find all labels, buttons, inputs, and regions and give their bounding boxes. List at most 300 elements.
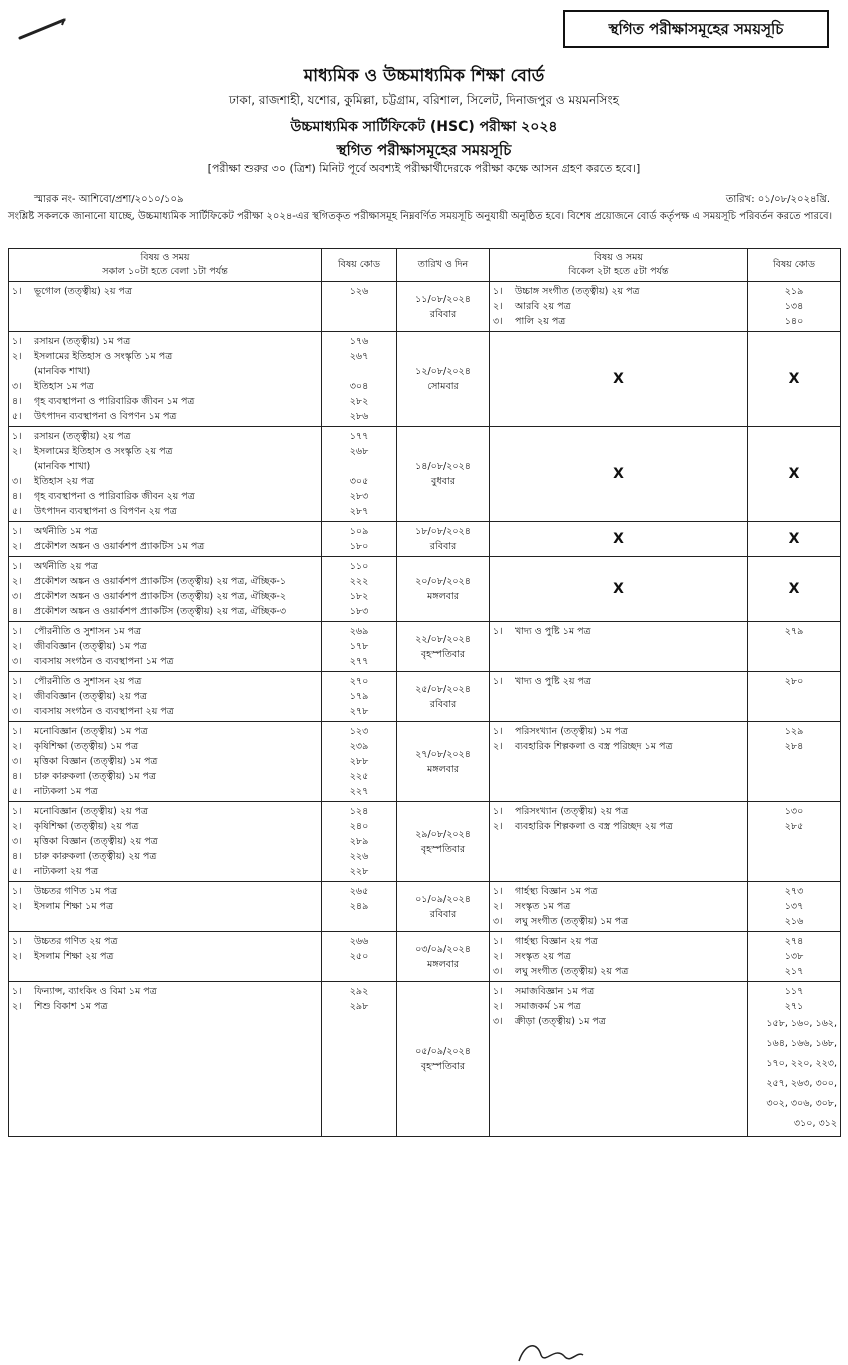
afternoon-codes-cell: X: [748, 557, 841, 622]
exam-day: বুধবার: [431, 476, 455, 487]
table-row: [9, 622, 841, 672]
subject-code: ২৮৩: [349, 491, 369, 502]
subject-name: নাট্যকলা ১ম পত্র: [34, 786, 98, 797]
subject-code: ১২৬: [349, 286, 369, 297]
subject-name: গৃহ ব্যবস্থাপনা ও পারিবারিক জীবন ২য় পত্র: [34, 491, 195, 502]
table-row: [9, 557, 841, 622]
date-day-cell: [397, 522, 490, 557]
table-header-row: [9, 249, 841, 282]
subject-line: [12, 674, 318, 689]
item-number: ২।: [12, 741, 22, 752]
afternoon-subjects-cell: X: [490, 427, 748, 522]
afternoon-codes-cell: [748, 802, 841, 882]
subject-name: রসায়ন (তত্ত্বীয়) ১ম পত্র: [34, 336, 131, 347]
subject-line: [12, 784, 318, 799]
afternoon-codes-cell: [748, 982, 841, 1137]
subject-code: ১৫৮, ১৬০, ১৬২, ১৬৪, ১৬৬, ১৬৮, ১৭০, ২২০, ২২৩, ২৫৭, ২৬৩, ৩০০, ৩০২, ৩০৬, ৩০৮, ৩১০, ৩১২: [766, 1018, 837, 1129]
subject-code: ২৬৮: [349, 446, 369, 457]
subject-name: (মানবিক শাখা): [34, 366, 91, 377]
item-number: ২।: [12, 951, 22, 962]
afternoon-subjects-cell: X: [490, 557, 748, 622]
schedule-table: [8, 248, 841, 1137]
exam-date: ১৪/০৮/২০২৪: [415, 461, 471, 472]
subject-line: [493, 314, 744, 329]
afternoon-codes-cell: X: [748, 522, 841, 557]
notice-text: সংশ্লিষ্ট সকলকে জানানো যাচ্ছে, উচ্চমাধ্যমিক সার্টিফিকেট পরীক্ষা ২০২৪-এর স্থগিতকৃত পরীক্ষাসমূহ নিম্নবর্ণিত সময়সূচি অনুযায়ী অনুষ্ঠিত হবে। বিশেষ প্রয়োজনে বোর্ড কর্তৃপক্ষ এ সময়সূচি পরিবর্তন করতে পারবে।: [8, 211, 833, 222]
subject-line: [493, 284, 744, 299]
table-row: [9, 427, 841, 522]
item-number: ৩।: [493, 966, 503, 977]
subject-code: ১২৯: [784, 726, 804, 737]
subject-code: ২১৯: [784, 286, 804, 297]
morning-subjects-cell: [9, 932, 322, 982]
morning-codes-cell: [322, 932, 397, 982]
date-day-cell: [397, 982, 490, 1137]
afternoon-subjects-cell: [490, 982, 748, 1137]
subject-line: [12, 999, 318, 1014]
subject-name: খাদ্য ও পুষ্টি ১ম পত্র: [515, 626, 591, 637]
subject-name: পালি ২য় পত্র: [515, 316, 566, 327]
morning-subjects-cell: [9, 557, 322, 622]
subject-code: ২৪০: [349, 821, 369, 832]
item-number: ৩।: [12, 756, 22, 767]
item-number: ৩।: [493, 916, 503, 927]
subject-line: [493, 819, 744, 834]
date-day-cell: [397, 557, 490, 622]
item-number: ২।: [12, 901, 22, 912]
item-number: ১।: [12, 726, 22, 737]
morning-subjects-cell: [9, 282, 322, 332]
afternoon-time-label: বিকেল ২টা হতে ৫টা পর্যন্ত: [568, 266, 669, 277]
subject-name: উচ্চতর গণিত ১ম পত্র: [34, 886, 118, 897]
subject-line: [493, 999, 744, 1014]
subject-line: [493, 624, 744, 639]
afternoon-codes-cell: [748, 722, 841, 802]
subject-name: জীববিজ্ঞান (তত্ত্বীয়) ১ম পত্র: [34, 641, 147, 652]
date-day-cell: [397, 332, 490, 427]
table-row: [9, 282, 841, 332]
subject-code: ১৪০: [784, 316, 804, 327]
subject-line: [12, 819, 318, 834]
subject-name: লঘু সংগীত (তত্ত্বীয়) ২য় পত্র: [515, 966, 629, 977]
memo-number: স্মারক নং- আশিবো/প্রশা/২০১০/১০৯: [34, 194, 184, 205]
subject-code: ২৬৫: [349, 886, 369, 897]
subject-code: ১২৩: [349, 726, 369, 737]
item-number: ২।: [12, 541, 22, 552]
exam-date: ০৫/০৯/২০২৪: [415, 1046, 471, 1057]
subject-line: [12, 754, 318, 769]
subject-line: [493, 964, 744, 979]
subject-name: খাদ্য ও পুষ্টি ২য় পত্র: [515, 676, 591, 687]
subject-code: ৩০৪: [349, 381, 369, 392]
subject-line: [12, 559, 318, 574]
item-number: [12, 364, 34, 379]
subject-name: গৃহ ব্যবস্থাপনা ও পারিবারিক জীবন ১ম পত্র: [34, 396, 195, 407]
morning-subjects-cell: [9, 332, 322, 427]
item-number: ১।: [493, 886, 503, 897]
subject-line: [12, 459, 318, 474]
morning-subjects-cell: [9, 722, 322, 802]
item-number: ২।: [493, 901, 503, 912]
item-number: ২।: [12, 446, 22, 457]
subject-line: [12, 394, 318, 409]
subject-line: [493, 899, 744, 914]
subject-code: ২৯৮: [349, 1001, 369, 1012]
item-number: ১।: [12, 806, 22, 817]
item-number: ১।: [493, 676, 503, 687]
date-day-cell: [397, 802, 490, 882]
afternoon-subjects-cell: [490, 672, 748, 722]
afternoon-codes-cell: [748, 932, 841, 982]
item-number: ৩।: [493, 1016, 503, 1027]
subject-code: ১৮০: [349, 541, 369, 552]
board-cities: ঢাকা, রাজশাহী, যশোর, কুমিল্লা, চট্টগ্রাম, বরিশাল, সিলেট, দিনাজপুর ও ময়মনসিংহ: [229, 93, 619, 107]
subject-line: [12, 429, 318, 444]
subject-line: [12, 984, 318, 999]
subject-code: [325, 364, 393, 379]
subject-name: উৎপাদন ব্যবস্থাপনা ও বিপণন ১ম পত্র: [34, 411, 177, 422]
afternoon-codes-cell: [748, 672, 841, 722]
table-row: [9, 522, 841, 557]
subject-name: ইতিহাস ২য় পত্র: [34, 476, 95, 487]
date-day-cell: [397, 427, 490, 522]
issue-date: তারিখ: ০১/০৮/২০২৪খ্রি.: [725, 194, 830, 205]
item-number: ১।: [12, 626, 22, 637]
item-number: [12, 459, 34, 474]
subject-name: ইসলামের ইতিহাস ও সংস্কৃতি ২য় পত্র: [34, 446, 173, 457]
pen-mark-icon: [18, 18, 66, 40]
afternoon-subjects-cell: X: [490, 332, 748, 427]
subject-code: ১১৭: [784, 986, 804, 997]
subject-code: ২২৫: [349, 771, 369, 782]
subject-name: অর্থনীতি ২য় পত্র: [34, 561, 98, 572]
table-row: [9, 982, 841, 1137]
subject-name: প্রকৌশল অঙ্কন ও ওয়ার্কশপ প্র্যাকটিস (তত্ত্বীয়) ২য় পত্র, ঐচ্ছিক-১: [34, 576, 286, 587]
exam-date: ১৮/০৮/২০২৪: [415, 526, 471, 537]
item-number: ৩।: [12, 656, 22, 667]
afternoon-codes-cell: [748, 622, 841, 672]
morning-subjects-cell: [9, 882, 322, 932]
exam-day: বৃহস্পতিবার: [420, 648, 466, 660]
subject-line: [12, 504, 318, 519]
subject-line: [493, 914, 744, 929]
afternoon-subjects-cell: [490, 802, 748, 882]
subject-code: ২৬৭: [349, 351, 369, 362]
subject-code: ১০৯: [349, 526, 369, 537]
subject-line: [12, 624, 318, 639]
subject-name: রসায়ন (তত্ত্বীয়) ২য় পত্র: [34, 431, 131, 442]
afternoon-codes-cell: X: [748, 332, 841, 427]
afternoon-subjects-cell: [490, 932, 748, 982]
afternoon-codes-cell: [748, 282, 841, 332]
morning-codes-cell: [322, 802, 397, 882]
exam-date: ২৯/০৮/২০২৪: [415, 828, 471, 840]
subject-line: [12, 949, 318, 964]
subject-line: [493, 739, 744, 754]
morning-subjects-cell: [9, 802, 322, 882]
subject-name: ইসলাম শিক্ষা ১ম পত্র: [34, 901, 114, 912]
subject-code: ২২২: [349, 576, 369, 587]
subject-code: ২৮০: [784, 676, 804, 687]
subject-name: ব্যবহারিক শিল্পকলা ও বস্ত্র পরিচ্ছদ ২য় পত্র: [515, 821, 673, 832]
subject-line: [12, 934, 318, 949]
subject-line: [12, 804, 318, 819]
exam-day: মঙ্গলবার: [427, 958, 459, 970]
item-number: ২।: [12, 691, 22, 702]
item-number: ২।: [12, 576, 22, 587]
subject-code: ১৮২: [349, 591, 369, 602]
morning-subjects-cell: [9, 672, 322, 722]
morning-codes-cell: [322, 722, 397, 802]
item-number: ৫।: [12, 786, 22, 797]
subject-name: ব্যবসায় সংগঠন ও ব্যবস্থাপনা ২য় পত্র: [34, 706, 174, 717]
subject-line: [12, 364, 318, 379]
date-day-cell: [397, 882, 490, 932]
exam-date: ০১/০৯/২০২৪: [415, 893, 471, 905]
subject-name: পৌরনীতি ও সুশাসন ১ম পত্র: [34, 626, 142, 637]
subject-name: উচ্চাঙ্গ সংগীত (তত্ত্বীয়) ২য় পত্র: [515, 286, 640, 297]
exam-date: ২৫/০৮/২০২৪: [415, 683, 471, 695]
subject-name: ব্যবসায় সংগঠন ও ব্যবস্থাপনা ১ম পত্র: [34, 656, 174, 667]
subject-name: ক্রীড়া (তত্ত্বীয়) ১ম পত্র: [515, 1016, 606, 1027]
morning-time-label: সকাল ১০টা হতে বেলা ১টা পর্যন্ত: [102, 266, 228, 277]
item-number: ১।: [12, 561, 22, 572]
afternoon-subjects-cell: X: [490, 522, 748, 557]
subject-line: [12, 574, 318, 589]
exam-date: ১২/০৮/২০২৪: [415, 366, 471, 377]
subject-code: ৩০৫: [349, 476, 369, 487]
subject-code: ২৭৩: [784, 886, 804, 897]
subject-line: [12, 739, 318, 754]
morning-subject-header: [9, 249, 322, 282]
item-number: ৪।: [12, 851, 22, 862]
subject-code: ২৬৬: [349, 936, 369, 947]
subject-name: পরিসংখ্যান (তত্ত্বীয়) ২য় পত্র: [515, 806, 629, 817]
subject-line: [493, 724, 744, 739]
afternoon-subject-label: বিষয় ও সময়: [593, 252, 644, 263]
subject-code: ১৭৯: [349, 691, 369, 702]
item-number: ৩।: [493, 316, 503, 327]
subject-line: [12, 489, 318, 504]
subject-code: ২৭১: [784, 1001, 804, 1012]
afternoon-subject-header: [490, 249, 748, 282]
item-number: ১।: [12, 886, 22, 897]
exam-name: উচ্চমাধ্যমিক সার্টিফিকেট (HSC) পরীক্ষা ২০২৪: [290, 119, 558, 135]
code2-header: বিষয় কোড: [748, 249, 841, 282]
subject-line: [12, 284, 318, 299]
item-number: ১।: [12, 431, 22, 442]
subject-name: মনোবিজ্ঞান (তত্ত্বীয়) ১ম পত্র: [34, 726, 148, 737]
subject-code: ১৭৬: [349, 336, 369, 347]
subject-line: [12, 349, 318, 364]
subject-name: চারু কারুকলা (তত্ত্বীয়) ১ম পত্র: [34, 771, 157, 782]
subject-line: [12, 899, 318, 914]
afternoon-codes-cell: X: [748, 427, 841, 522]
subject-code: ২২৭: [349, 786, 369, 797]
subject-code: ১৩৮: [784, 951, 804, 962]
subject-line: [12, 834, 318, 849]
subject-code: ১২৪: [349, 806, 369, 817]
item-number: ২।: [12, 641, 22, 652]
subject-name: মৃত্তিকা বিজ্ঞান (তত্ত্বীয়) ১ম পত্র: [34, 756, 158, 767]
subject-name: ফিন্যান্স, ব্যাংকিং ও বিমা ১ম পত্র: [34, 986, 157, 997]
table-row: [9, 722, 841, 802]
subject-code: ২৩৯: [349, 741, 369, 752]
item-number: ১।: [12, 936, 22, 947]
signature-mark: [515, 1335, 585, 1365]
top-title-box: স্থগিত পরীক্ষাসমূহের সময়সূচি: [563, 10, 829, 48]
subject-name: উচ্চতর গণিত ২য় পত্র: [34, 936, 118, 947]
subject-code: ১৩৭: [784, 901, 804, 912]
item-number: ১।: [493, 286, 503, 297]
morning-codes-cell: [322, 557, 397, 622]
afternoon-codes-cell: [748, 882, 841, 932]
subject-code: ১৩০: [784, 806, 804, 817]
item-number: ১।: [493, 726, 503, 737]
subject-line: [12, 689, 318, 704]
afternoon-subjects-cell: [490, 722, 748, 802]
subject-line: [493, 674, 744, 689]
subject-name: মৃত্তিকা বিজ্ঞান (তত্ত্বীয়) ২য় পত্র: [34, 836, 158, 847]
item-number: ১।: [12, 286, 22, 297]
morning-codes-cell: [322, 982, 397, 1137]
subject-line: [493, 1014, 744, 1029]
date-day-cell: [397, 932, 490, 982]
table-row: [9, 882, 841, 932]
date-day-cell: [397, 672, 490, 722]
subject-line: [12, 539, 318, 554]
table-row: [9, 802, 841, 882]
page-title: স্থগিত পরীক্ষাসমূহের সময়সূচি: [336, 141, 512, 159]
subject-code: ২৭৭: [349, 656, 369, 667]
date-day-cell: [397, 722, 490, 802]
table-row: [9, 672, 841, 722]
subject-code: ২৯২: [349, 986, 369, 997]
subject-name: ভূগোল (তত্ত্বীয়) ২য় পত্র: [34, 286, 132, 297]
item-number: ২।: [493, 741, 503, 752]
subject-name: চারু কারুকলা (তত্ত্বীয়) ২য় পত্র: [34, 851, 157, 862]
item-number: ৪।: [12, 771, 22, 782]
subject-code: ২৮৪: [784, 741, 804, 752]
item-number: ৫।: [12, 506, 22, 517]
exam-day: মঙ্গলবার: [427, 763, 459, 775]
subject-name: কৃষিশিক্ষা (তত্ত্বীয়) ১ম পত্র: [34, 741, 139, 752]
subject-line: [12, 724, 318, 739]
subject-name: শিশু বিকাশ ১ম পত্র: [34, 1001, 108, 1012]
subject-name: গার্হস্থ্য বিজ্ঞান ১ম পত্র: [515, 886, 598, 897]
instruction-note: [পরীক্ষা শুরুর ৩০ (ত্রিশ) মিনিট পূর্বে অবশ্যই পরীক্ষার্থীদেরকে পরীক্ষা কক্ষে আসন গ্রহণ করতে হবে।]: [207, 162, 641, 175]
subject-line: [12, 849, 318, 864]
subject-code: ২৮৫: [784, 821, 804, 832]
subject-line: [493, 884, 744, 899]
subject-name: সমাজবিজ্ঞান ১ম পত্র: [515, 986, 595, 997]
subject-line: [12, 409, 318, 424]
subject-line: [12, 884, 318, 899]
item-number: ৩।: [12, 476, 22, 487]
subject-code: ২৭৮: [349, 706, 369, 717]
afternoon-subjects-cell: [490, 882, 748, 932]
subject-line: [493, 949, 744, 964]
morning-subjects-cell: [9, 522, 322, 557]
item-number: ১।: [12, 336, 22, 347]
subject-line: [12, 524, 318, 539]
subject-line: [12, 604, 318, 619]
subject-name: কৃষিশিক্ষা (তত্ত্বীয়) ২য় পত্র: [34, 821, 139, 832]
subject-line: [493, 299, 744, 314]
board-name: মাধ্যমিক ও উচ্চমাধ্যমিক শিক্ষা বোর্ড: [303, 66, 545, 86]
subject-name: ইসলামের ইতিহাস ও সংস্কৃতি ১ম পত্র: [34, 351, 173, 362]
subject-code: ২৮৯: [349, 836, 369, 847]
morning-codes-cell: [322, 282, 397, 332]
exam-day: রবিবার: [429, 698, 457, 710]
item-number: ২।: [493, 301, 503, 312]
subject-code: ২৮৭: [349, 506, 369, 517]
morning-codes-cell: [322, 622, 397, 672]
subject-name: মনোবিজ্ঞান (তত্ত্বীয়) ২য় পত্র: [34, 806, 149, 817]
subject-name: পরিসংখ্যান (তত্ত্বীয়) ১ম পত্র: [515, 726, 628, 737]
item-number: ১।: [12, 526, 22, 537]
item-number: ২।: [12, 821, 22, 832]
subject-name: জীববিজ্ঞান (তত্ত্বীয়) ২য় পত্র: [34, 691, 148, 702]
subject-code: ২৫০: [349, 951, 369, 962]
exam-date: ০৩/০৯/২০২৪: [415, 943, 471, 955]
exam-day: বৃহস্পতিবার: [420, 1061, 466, 1072]
morning-codes-cell: [322, 882, 397, 932]
subject-line: [12, 704, 318, 719]
exam-day: রবিবার: [429, 908, 457, 920]
date-day-cell: [397, 622, 490, 672]
subject-line: [12, 474, 318, 489]
afternoon-subjects-cell: [490, 282, 748, 332]
subject-name: সমাজকর্ম ১ম পত্র: [515, 1001, 581, 1012]
item-number: ৪।: [12, 491, 22, 502]
subject-name: ইসলাম শিক্ষা ২য় পত্র: [34, 951, 114, 962]
exam-day: বৃহস্পতিবার: [420, 843, 466, 855]
table-row: [9, 932, 841, 982]
exam-date: ২২/০৮/২০২৪: [415, 633, 471, 645]
subject-code: ২৭০: [349, 676, 369, 687]
subject-line: [12, 769, 318, 784]
morning-subjects-cell: [9, 982, 322, 1137]
date-header: তারিখ ও দিন: [397, 249, 490, 282]
subject-line: [12, 589, 318, 604]
subject-name: লঘু সংগীত (তত্ত্বীয়) ১ম পত্র: [515, 916, 629, 927]
subject-code: ১৩৪: [784, 301, 804, 312]
exam-day: রবিবার: [429, 308, 457, 320]
item-number: ৩।: [12, 706, 22, 717]
code-header: বিষয় কোড: [322, 249, 397, 282]
item-number: ২।: [12, 351, 22, 362]
subject-name: গার্হস্থ্য বিজ্ঞান ২য় পত্র: [515, 936, 598, 947]
subject-code: ২৮৮: [349, 756, 369, 767]
item-number: ২।: [493, 821, 503, 832]
morning-codes-cell: [322, 672, 397, 722]
item-number: ২।: [12, 1001, 22, 1012]
item-number: ২।: [493, 951, 503, 962]
subject-code: ২২৮: [349, 866, 369, 877]
subject-name: প্রকৌশল অঙ্কন ও ওয়ার্কশপ প্র্যাকটিস (তত্ত্বীয়) ২য় পত্র, ঐচ্ছিক-৩: [34, 606, 286, 617]
subject-name: প্রকৌশল অঙ্কন ও ওয়ার্কশপ প্র্যাকটিস (তত্ত্বীয়) ২য় পত্র, ঐচ্ছিক-২: [34, 591, 286, 602]
subject-line: [12, 639, 318, 654]
subject-line: [12, 379, 318, 394]
subject-code: ২১৭: [784, 966, 804, 977]
subject-name: পৌরনীতি ও সুশাসন ২য় পত্র: [34, 676, 142, 687]
item-number: ৩।: [12, 836, 22, 847]
item-number: ৩।: [12, 591, 22, 602]
morning-subjects-cell: [9, 427, 322, 522]
subject-code: ১৭৮: [349, 641, 369, 652]
item-number: ১।: [493, 806, 503, 817]
